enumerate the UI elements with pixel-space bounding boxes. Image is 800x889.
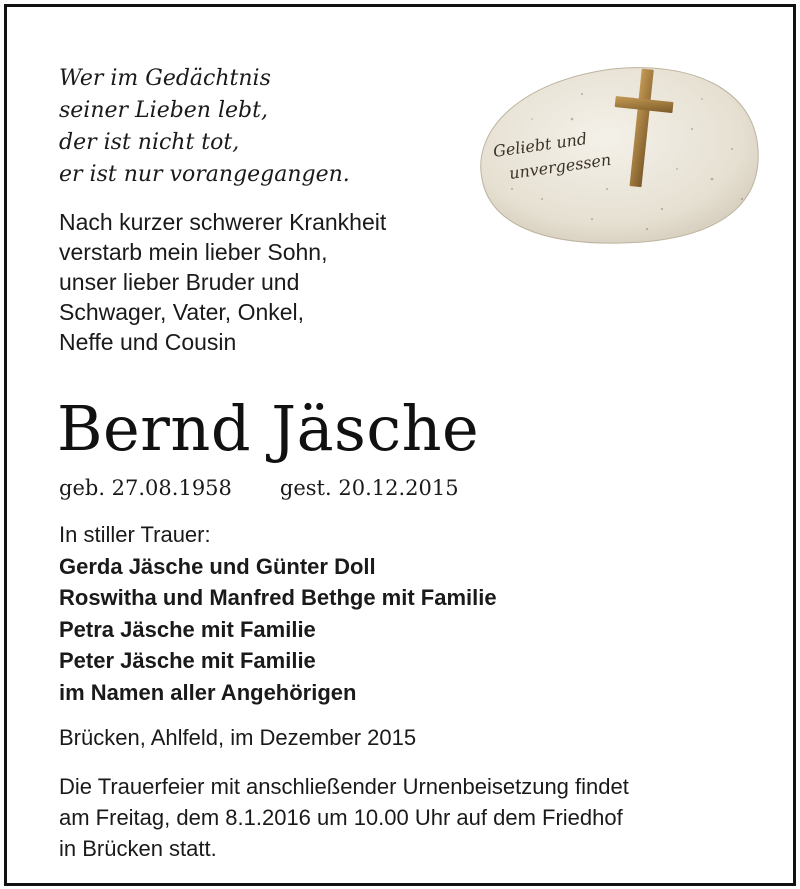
mourner-line: Gerda Jäsche und Günter Doll <box>59 553 376 579</box>
mourner-line: Petra Jäsche mit Familie <box>59 616 316 642</box>
intro-line: Schwager, Vater, Onkel, <box>59 299 305 325</box>
memorial-stone-image <box>462 59 762 245</box>
service-line: Die Trauerfeier mit anschließender Urnenbeisetzung findet <box>59 774 629 799</box>
memorial-poem <box>59 63 350 191</box>
poem-line: er ist nur vorangegangen. <box>59 162 350 187</box>
mourner-line: Peter Jäsche mit Familie <box>59 648 316 673</box>
intro-line: Neffe und Cousin <box>59 329 237 355</box>
mourner-line: Roswitha und Manfred Bethge mit Familie <box>59 585 497 610</box>
intro-text <box>59 207 386 357</box>
obituary-frame <box>4 4 796 886</box>
death-date: gest. 20.12.2015 <box>279 476 459 500</box>
intro-line: Nach kurzer schwerer Krankheit <box>59 209 387 235</box>
poem-line: seiner Lieben lebt, <box>59 98 268 123</box>
life-dates <box>59 473 459 503</box>
intro-line: verstarb mein lieber Sohn, <box>59 239 328 265</box>
service-line: in Brücken statt. <box>59 836 217 861</box>
mourner-line: im Namen aller Angehörigen <box>59 679 357 705</box>
stone-inscription-line: Geliebt und <box>491 128 589 161</box>
mourners-heading: In stiller Trauer: <box>59 522 211 547</box>
place-date: Brücken, Ahlfeld, im Dezember 2015 <box>59 725 417 750</box>
birth-date: geb. 27.08.1958 <box>59 476 232 500</box>
poem-line: der ist nicht tot, <box>59 130 240 155</box>
service-line: am Freitag, dem 8.1.2016 um 10.00 Uhr auf dem Friedhof <box>59 805 623 830</box>
poem-line: Wer im Gedächtnis <box>59 66 271 91</box>
intro-line: unser lieber Bruder und <box>59 269 300 295</box>
mourners-block <box>59 519 497 708</box>
service-notice <box>59 771 629 864</box>
deceased-name: Bernd Jäsche <box>57 392 480 465</box>
stone-inscription-line: unvergessen <box>507 149 613 183</box>
